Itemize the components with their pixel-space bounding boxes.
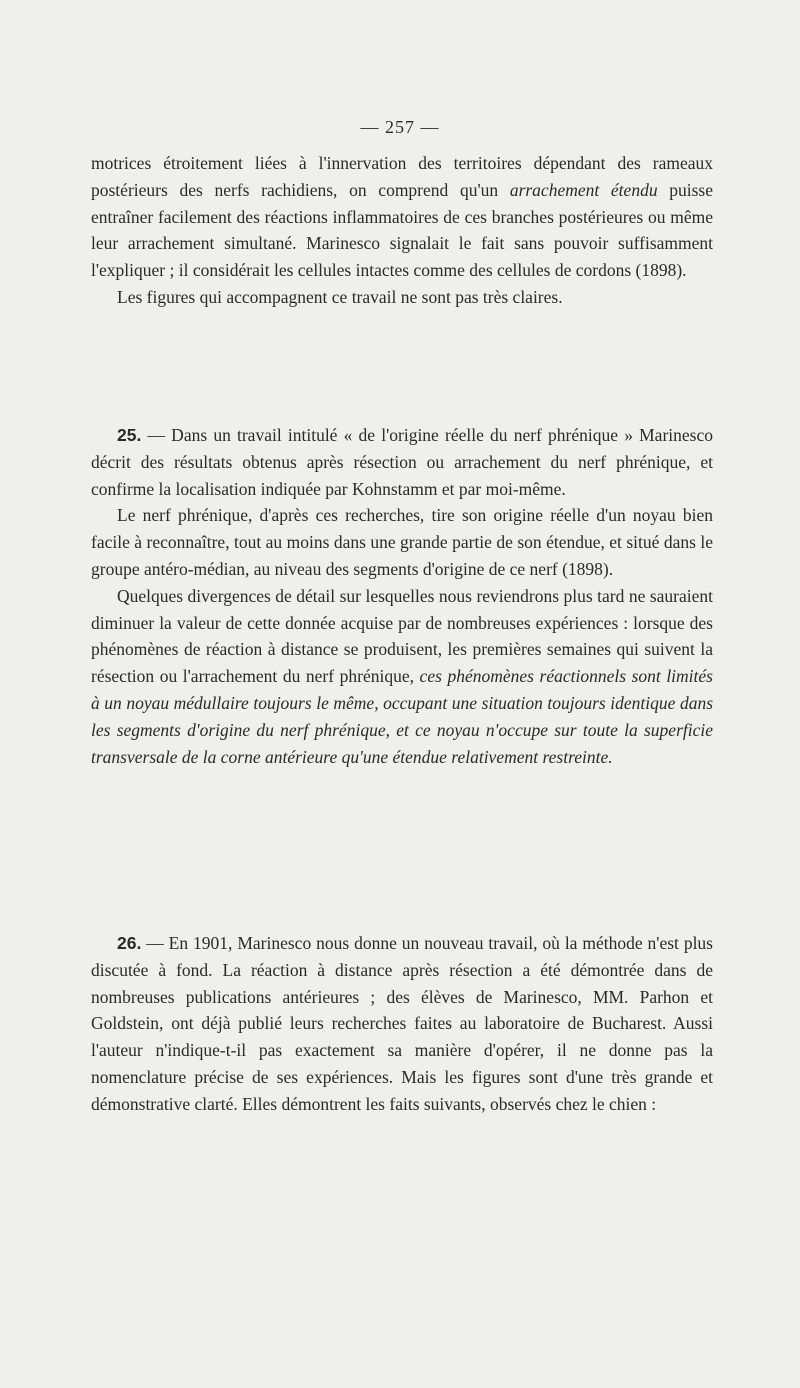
paragraph [91,930,713,1118]
text-block-continuation [91,150,713,311]
body-text: Le nerf phrénique, d'après ces recherches, tire son origine réelle d'un noyau bien facile à reconnaître, tout au moins dans une grande partie de son étendue, et situé dans le groupe antéro-médian, au niveau des segments d'origine de ce nerf (1898). [91,505,713,579]
paragraph [91,422,713,502]
body-text: — En 1901, Marinesco nous donne un nouveau travail, où la méthode n'est plus discutée à fond. La réaction à distance après résection a été démontrée dans de nombreuses publications antérieures ; des élèves de Marinesco, MM. Parhon et Goldstein, ont déjà publié leurs recherches faites au laboratoire de Bucharest. Aussi l'auteur n'indique-t-il pas exactement sa manière d'opérer, il ne donne pas la nomenclature précise de ses expériences. Mais les figures sont d'une très grande et démonstrative clarté. Elles démontrent les faits suivants, observés chez le chien : [91,933,713,1114]
body-text: puisse entraîner facilement des réactions inflammatoires de ces branches postérieures ou même leur arrachement simultané. Marinesco signalait le fait sans pouvoir suffisamment l'expliquer ; il considérait les cellules intactes comme des cellules de cordons (1898). [91,179,714,281]
body-text: motrices étroitement liées à l'innervation des territoires dépendant des rameaux postérieurs des nerfs rachidiens, on comprend qu'un [91,153,713,200]
paragraph [91,502,713,582]
section-number: 25. [117,425,142,445]
italic-text: arrachement étendu [509,179,658,200]
body-text: Les figures qui accompagnent ce travail ne sont pas très claires. [117,286,563,307]
page-number: — 257 — [360,117,440,137]
text-block-section-26 [91,930,713,1118]
section-number: 26. [117,933,142,953]
body-text: — Dans un travail intitulé « de l'origine réelle du nerf phrénique » Marinesco décrit des résultats obtenus après résection ou arrachement du nerf phrénique, et confirme la localisation indiquée par Kohnstamm et par moi-même. [91,425,713,499]
text-block-section-25 [91,422,713,770]
body-text: Quelques divergences de détail sur lesquelles nous reviendrons plus tard ne sauraient diminuer la valeur de cette donnée acquise par de nombreuses expériences : lorsque des phénomènes de réaction à distance se produisent, les premières semaines qui suivent la résection ou l'arrachement du nerf phrénique, [91,585,713,687]
paragraph [91,150,713,284]
paragraph [91,284,713,311]
italic-text: ces phénomènes réactionnels sont limités à un noyau médullaire toujours le même, occupant une situation toujours identique dans les segments d'origine du nerf phrénique, et ce noyau n'occupe sur toute la superficie transversale de la corne antérieure qu'une étendue relativement restreinte. [91,666,713,767]
paragraph [91,583,713,771]
